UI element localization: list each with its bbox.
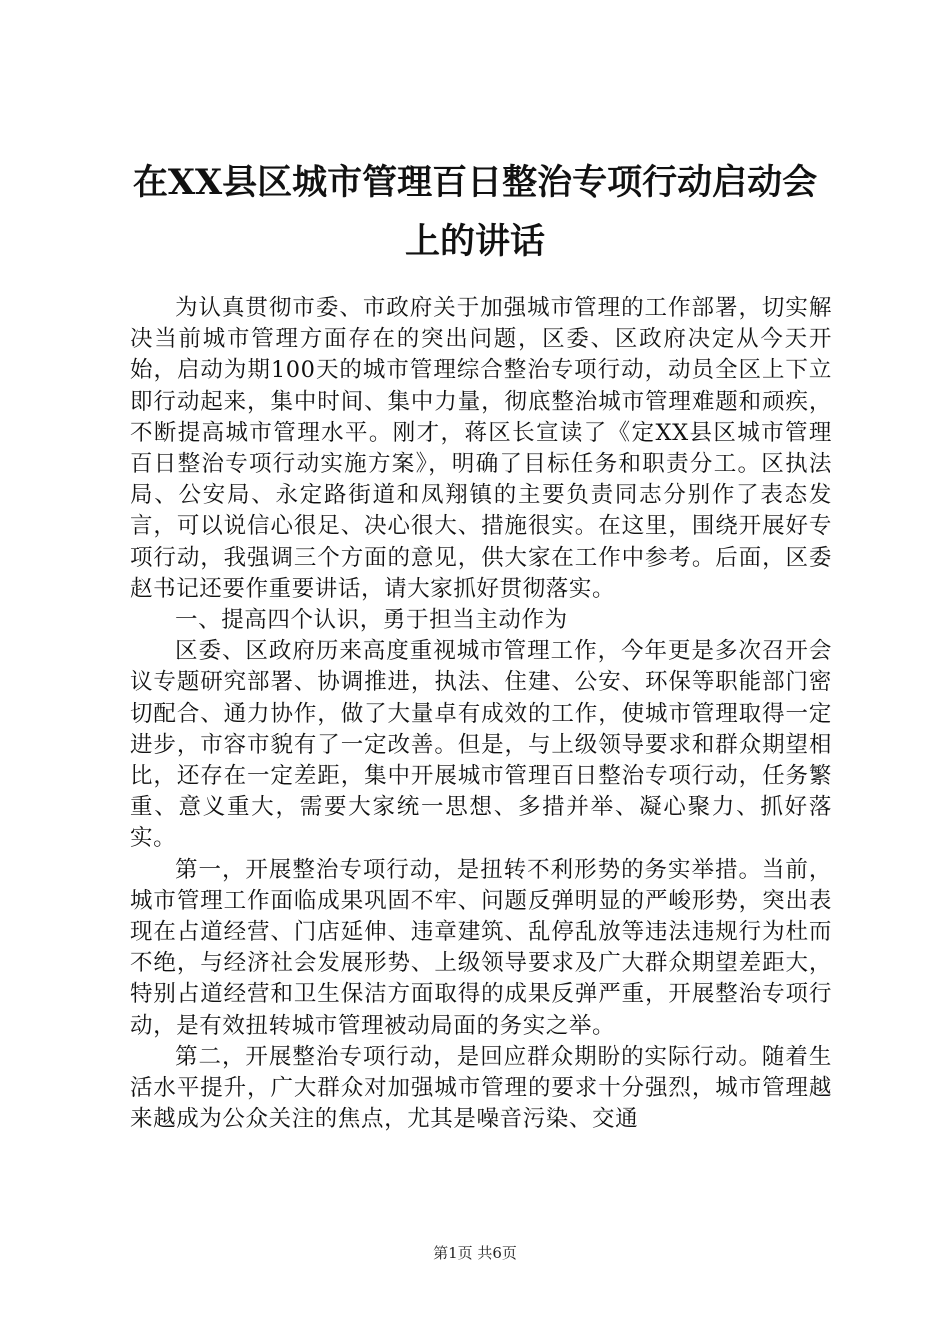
page-number-footer: 第1页 共6页 (433, 1244, 517, 1262)
section-heading-1: 一、提高四个认识，勇于担当主动作为 (175, 607, 568, 634)
document-title-line-2: 上的讲话 (404, 221, 545, 262)
paragraph-point-1: 第一，开展整治专项行动，是扭转不利形势的务实举措。当前，城市管理工作面临成果巩固不牢、问题反弹明显的严峻形势，突出表现在占道经营、门店延伸、违章建筑、乱停乱放等违法违规行为杜而不绝，与经济社会发展形势、上级领导要求及广大群众期望差距大，特别占道经营和卫生保洁方面取得的成果反弹严重，开展整治专项行动，是有效扭转城市管理被动局面的务实之举。 (130, 856, 832, 1039)
paragraph-point-2: 第二，开展整治专项行动，是回应群众期盼的实际行动。随着生活水平提升，广大群众对加强城市管理的要求十分强烈，城市管理越来越成为公众关注的焦点，尤其是噪音污染、交通 (130, 1043, 832, 1133)
document-body (130, 293, 832, 1135)
paragraph-intro: 为认真贯彻市委、市政府关于加强城市管理的工作部署，切实解决当前城市管理方面存在的突出问题，区委、区政府决定从今天开始，启动为期100天的城市管理综合整治专项行动，动员全区上下立即行动起来，集中时间、集中力量，彻底整治城市管理难题和顽疾，不断提高城市管理水平。刚才，蒋区长宣读了《定XX县区城市管理百日整治专项行动实施方案》，明确了目标任务和职责分工。区执法局、公安局、永定路街道和凤翔镇的主要负责同志分别作了表态发言，可以说信心很足、决心很大、措施很实。在这里，围绕开展好专项行动，我强调三个方面的意见，供大家在工作中参考。后面，区委赵书记还要作重要讲话，请大家抓好贯彻落实。 (130, 295, 832, 602)
paragraph: 区委、区政府历来高度重视城市管理工作，今年更是多次召开会议专题研究部署、协调推进，执法、住建、公安、环保等职能部门密切配合、通力协作，做了大量卓有成效的工作，使城市管理取得一定进步，市容市貌有了一定改善。但是，与上级领导要求和群众期望相比，还存在一定差距，集中开展城市管理百日整治专项行动，任务繁重、意义重大，需要大家统一思想、多措并举、凝心聚力、抓好落实。 (130, 638, 832, 852)
document-title-line-1: 在XX县区城市管理百日整治专项行动启动会 (132, 162, 818, 203)
